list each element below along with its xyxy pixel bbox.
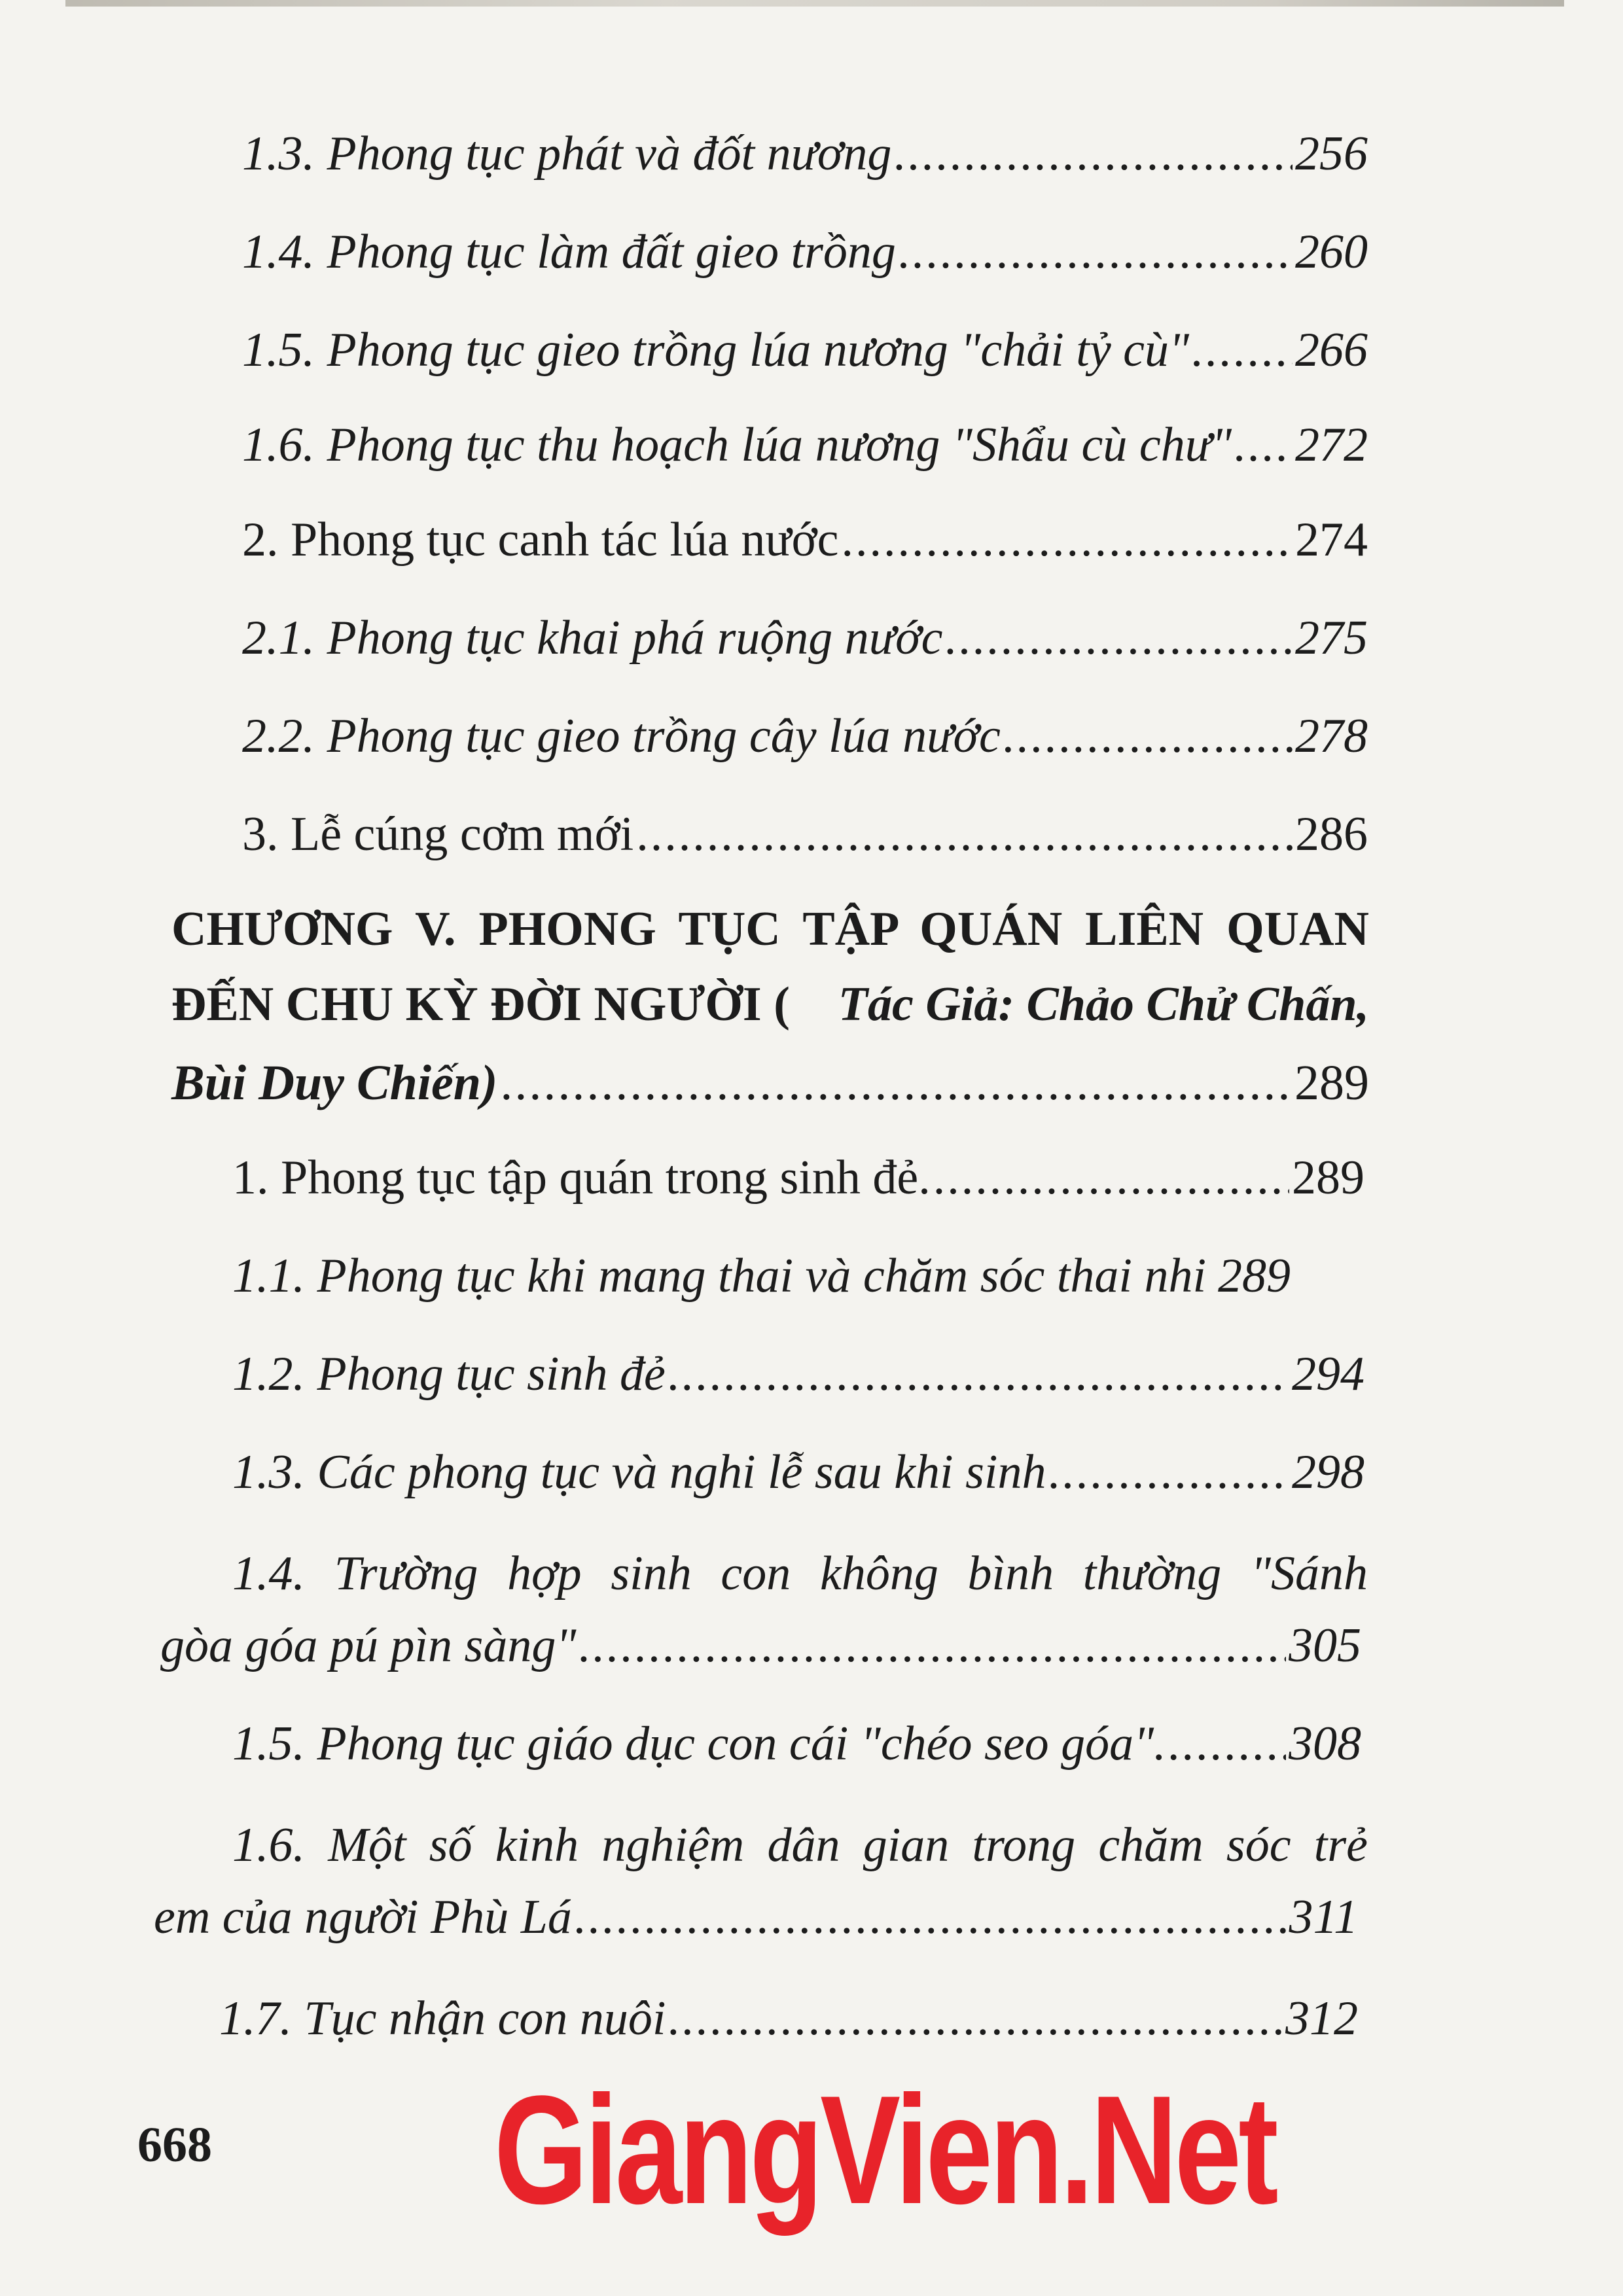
toc-entry-line1: 1.4. Trường hợp sinh con không bình thường "Sánh — [232, 1547, 1368, 1600]
watermark-logo: GiangVien.Net — [494, 2064, 1275, 2236]
page-number: 668 — [137, 2117, 212, 2172]
toc-entry: 1.1. Phong tục khi mang thai và chăm sóc thai nhi 289 — [232, 1249, 1291, 1303]
toc-entry-line2: em của người Phù Lá ..... 311 — [154, 1884, 1358, 1950]
toc-entry: 2. Phong tục canh tác lúa nước ..... 274 — [242, 507, 1368, 573]
chapter-heading-line1: CHƯƠNG V. PHONG TỤC TẬP QUÁN LIÊN QUAN — [171, 902, 1369, 956]
toc-entry: 1.5. Phong tục giáo dục con cái "chéo seo góa". ..... 308 — [232, 1711, 1361, 1776]
toc-entry: 3. Lễ cúng cơm mới ..... 286 — [242, 802, 1368, 867]
chapter-heading-line3: Bùi Duy Chiến) ..... 289 — [171, 1050, 1369, 1116]
toc-entry: 1.2. Phong tục sinh đẻ ..... 294 — [232, 1341, 1364, 1407]
toc-entry: 1. Phong tục tập quán trong sinh đẻ. ..... 289 — [232, 1145, 1364, 1210]
toc-entry: 1.7. Tục nhận con nuôi ..... 312 — [219, 1986, 1358, 2051]
toc-entry: 2.1. Phong tục khai phá ruộng nước ..... 275 — [242, 605, 1368, 671]
toc-entry-line2: gòa góa pú pìn sàng" ..... 305 — [160, 1613, 1361, 1678]
toc-entry-line1: 1.6. Một số kinh nghiệm dân gian trong chăm sóc trẻ — [232, 1818, 1368, 1872]
toc-entry: 1.6. Phong tục thu hoạch lúa nương "Shẩu cù chư" ..... 272 — [242, 412, 1368, 478]
toc-entry: 1.4. Phong tục làm đất gieo trồng ..... 260 — [242, 219, 1368, 285]
toc-entry: 1.3. Các phong tục và nghi lễ sau khi sinh ..... 298 — [232, 1439, 1364, 1505]
toc-entry: 1.3. Phong tục phát và đốt nương ..... 256 — [242, 121, 1368, 186]
chapter-heading-line2: ĐẾN CHU KỲ ĐỜI NGƯỜI ( Tác Giả: Chảo Chử Chấn, — [171, 978, 1369, 1031]
toc-entry: 2.2. Phong tục gieo trồng cây lúa nước ..... 278 — [242, 703, 1368, 769]
toc-entry: 1.5. Phong tục gieo trồng lúa nương "chải tỷ cù" ..... 266 — [242, 317, 1368, 383]
